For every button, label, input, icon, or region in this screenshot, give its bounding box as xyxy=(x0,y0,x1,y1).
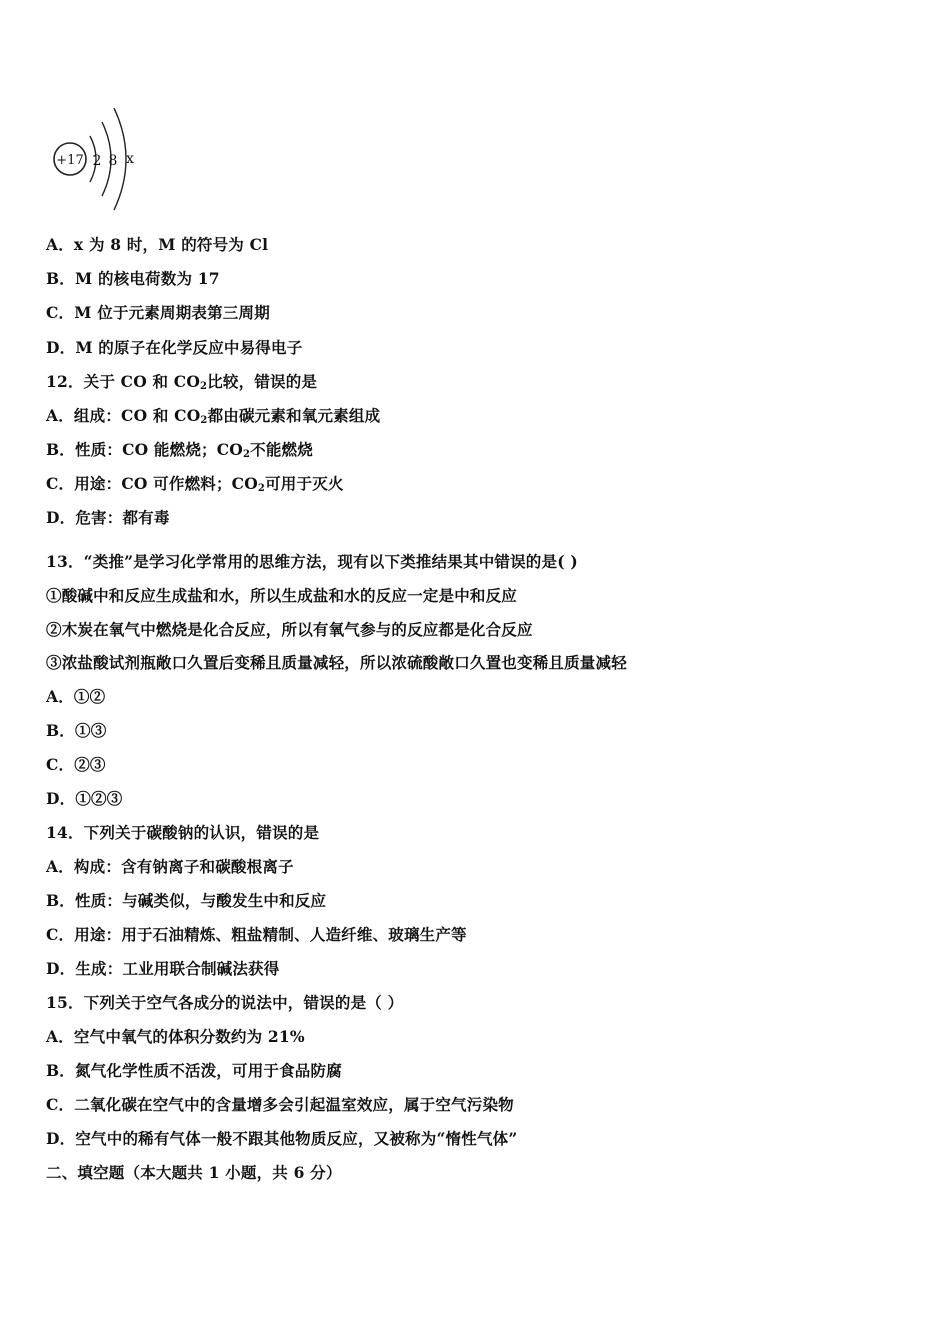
q12-stem: 12．关于 CO 和 $CO_2$比较，错误的是 xyxy=(46,372,318,392)
shell-2-electrons: 8 xyxy=(108,153,118,169)
q15-option-d: D．空气中的稀有气体一般不跟其他物质反应，又被称为“惰性气体” xyxy=(46,1129,518,1148)
q13-option-c: C．②③ xyxy=(46,755,106,774)
q13-statement-3: ③浓盐酸试剂瓶敞口久置后变稀且质量减轻，所以浓硫酸敞口久置也变稀且质量减轻 xyxy=(46,653,627,672)
nucleus-charge: +17 xyxy=(56,153,84,168)
q11-option-a: A．x 为 8 时，M 的符号为 Cl xyxy=(46,235,269,254)
q11-option-b: B．M 的核电荷数为 17 xyxy=(46,269,220,288)
q14-option-d: D．生成：工业用联合制碱法获得 xyxy=(46,959,280,978)
q11-option-c: C．M 位于元素周期表第三周期 xyxy=(46,303,270,322)
q13-stem: 13．“类推”是学习化学常用的思维方法，现有以下类推结果其中错误的是( ) xyxy=(46,552,578,571)
q13-option-d: D．①②③ xyxy=(46,789,123,808)
shell-1-electrons: 2 xyxy=(92,153,102,169)
q13-statement-1: ①酸碱中和反应生成盐和水，所以生成盐和水的反应一定是中和反应 xyxy=(46,586,518,605)
q14-stem: 14．下列关于碳酸钠的认识，错误的是 xyxy=(46,823,320,842)
q12-option-b: B．性质：CO 能燃烧；$CO_2$不能燃烧 xyxy=(46,440,313,460)
q15-stem: 15．下列关于空气各成分的说法中，错误的是（ ） xyxy=(46,993,404,1012)
q15-option-c: C．二氧化碳在空气中的含量增多会引起温室效应，属于空气污染物 xyxy=(46,1095,514,1114)
q13-option-b: B．①③ xyxy=(46,721,107,740)
q13-statement-2: ②木炭在氧气中燃烧是化合反应，所以有氧气参与的反应都是化合反应 xyxy=(46,620,533,639)
q14-option-a: A．构成：含有钠离子和碳酸根离子 xyxy=(46,857,294,876)
q15-option-a: A．空气中氧气的体积分数约为 21% xyxy=(46,1027,305,1046)
q13-option-a: A．①② xyxy=(46,687,106,706)
q11-option-d: D．M 的原子在化学反应中易得电子 xyxy=(46,338,303,357)
atom-structure-diagram xyxy=(50,100,160,215)
q14-option-c: C．用途：用于石油精炼、粗盐精制、人造纤维、玻璃生产等 xyxy=(46,925,467,944)
q12-option-a: A．组成：CO 和 $CO_2$都由碳元素和氧元素组成 xyxy=(46,406,381,426)
q12-option-c: C．用途：CO 可作燃料；$CO_2$可用于灭火 xyxy=(46,474,344,494)
q12-option-d: D．危害：都有毒 xyxy=(46,508,170,527)
q15-option-b: B．氮气化学性质不活泼，可用于食品防腐 xyxy=(46,1061,342,1080)
shell-3-electrons: x xyxy=(126,151,134,167)
q14-option-b: B．性质：与碱类似，与酸发生中和反应 xyxy=(46,891,327,910)
section-2-heading: 二、填空题（本大题共 1 小题，共 6 分） xyxy=(46,1163,342,1182)
